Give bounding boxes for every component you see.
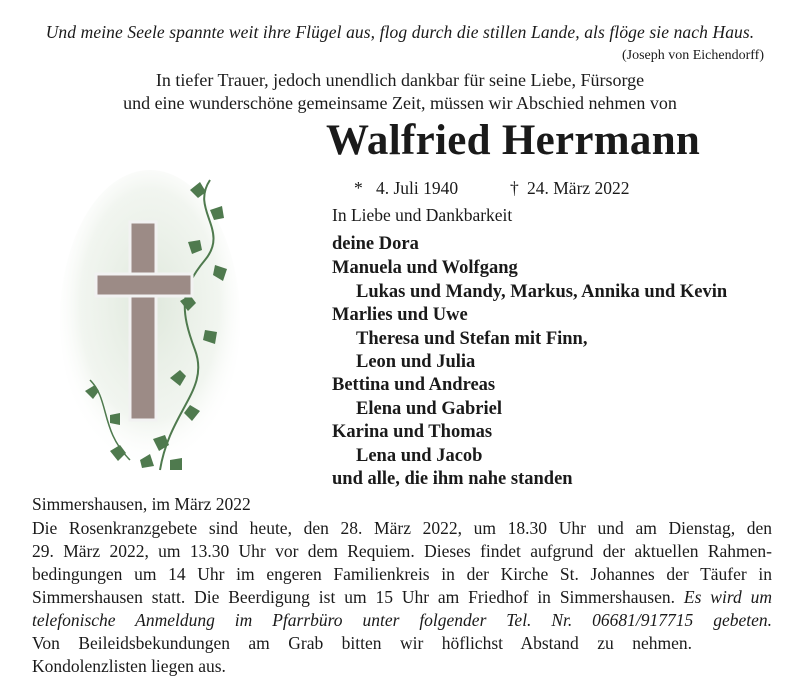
info-line-4 <box>32 587 772 608</box>
info-line-5: telefonische Anmeldung im Pfarrbüro unter folgender Tel. Nr. 06681/917715 gebeten. <box>32 610 772 630</box>
cross-with-ivy-icon <box>60 170 240 480</box>
family-line: Marlies und Uwe <box>332 305 468 325</box>
intro-line-2: und eine wunderschöne gemeinsame Zeit, müssen wir Abschied nehmen von <box>123 93 677 113</box>
birth-date: 4. Juli 1940 <box>376 178 459 198</box>
death-symbol: † <box>510 178 519 198</box>
family-line: Manuela und Wolfgang <box>332 258 518 278</box>
family-line: Lukas und Mandy, Markus, Annika und Kevin <box>356 282 728 302</box>
family-line: Theresa und Stefan mit Finn, <box>356 329 588 349</box>
family-line: Leon und Julia <box>356 352 476 372</box>
quote-text: Und meine Seele spannte weit ihre Flügel aus, flog durch die stillen Lande, als flöge sie nach Haus. <box>45 22 755 42</box>
family-line: Elena und Gabriel <box>356 399 502 419</box>
death-date: 24. März 2022 <box>527 178 630 198</box>
birth-symbol: * <box>354 178 363 198</box>
family-line: deine Dora <box>332 234 419 254</box>
place-date: Simmershausen, im März 2022 <box>32 494 251 514</box>
family-line: Karina und Thomas <box>332 422 493 442</box>
info-line-7: Kondolenzlisten liegen aus. <box>32 656 226 676</box>
info-line-2: 29. März 2022, um 13.30 Uhr vor dem Requiem. Dieses findet aufgrund der aktuellen Rahmen- <box>32 541 772 561</box>
intro-line-1: In tiefer Trauer, jedoch unendlich dankbar für seine Liebe, Fürsorge <box>155 70 645 90</box>
family-line: Bettina und Andreas <box>332 375 496 395</box>
info-line-6: Von Beileidsbekundungen am Grab bitten wir höflichst Abstand zu nehmen. <box>32 633 692 653</box>
info-line-1: Die Rosenkranzgebete sind heute, den 28. März 2022, um 18.30 Uhr und am Dienstag, den <box>32 518 772 538</box>
family-line: und alle, die ihm nahe standen <box>332 469 573 489</box>
info-line-4-regular: Simmershausen statt. Die Beerdigung ist um 15 Uhr am Friedhof in Simmershausen. <box>32 587 676 607</box>
info-line-4-italic: Es wird um <box>683 587 772 607</box>
quote-author: (Joseph von Eichendorff) <box>621 48 764 63</box>
family-line: Lena und Jacob <box>356 446 483 466</box>
deceased-name: Walfried Herrmann <box>326 117 701 164</box>
info-line-3: bedingungen um 14 Uhr im engeren Familienkreis in der Kirche St. Johannes der Täufer in <box>32 564 772 584</box>
thanks-line: In Liebe und Dankbarkeit <box>332 205 513 225</box>
cross-illustration <box>60 170 240 480</box>
